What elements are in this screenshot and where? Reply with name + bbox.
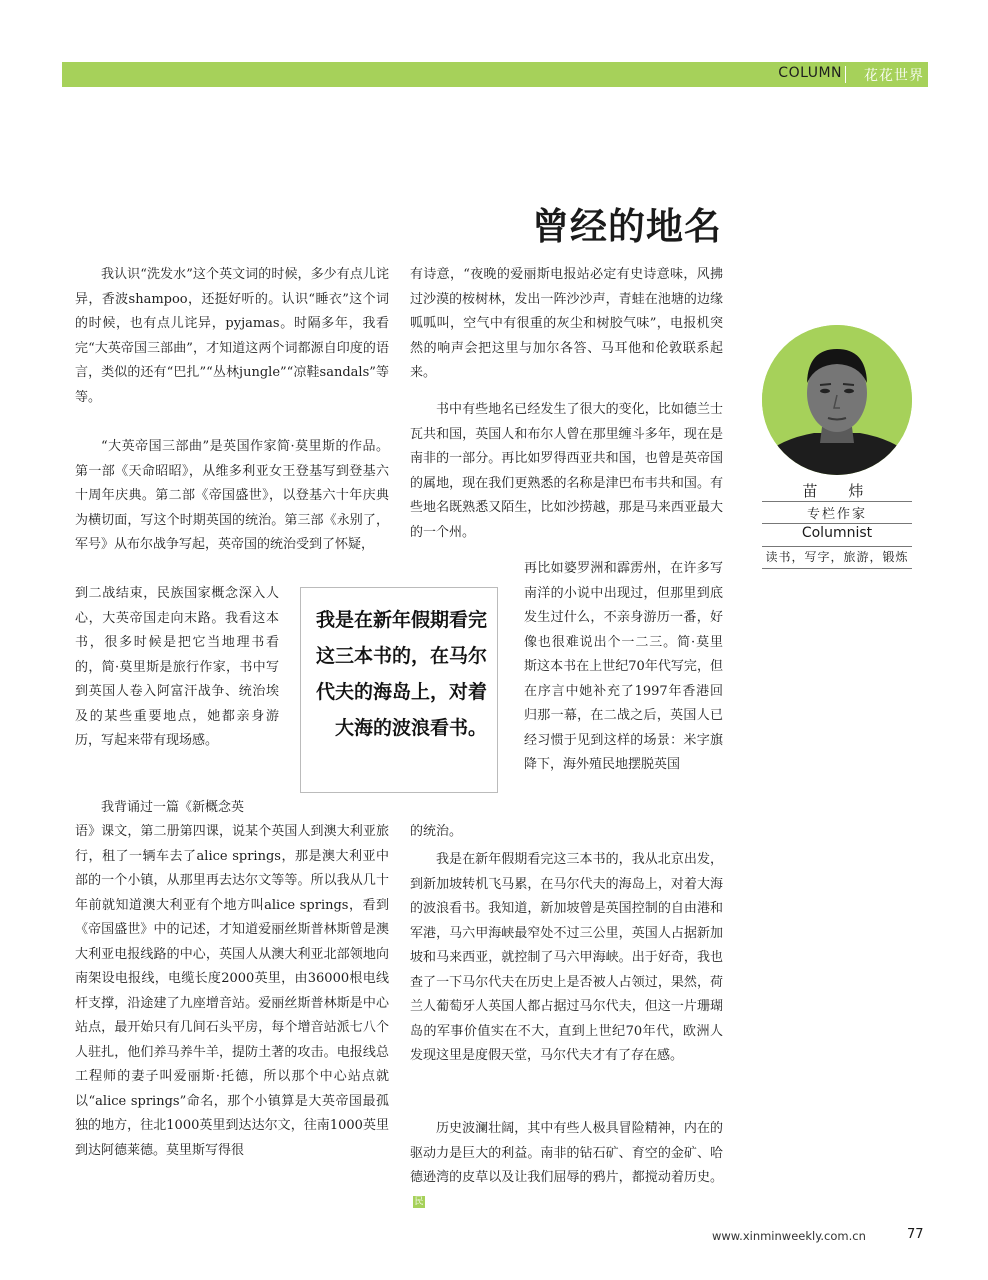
author-tags: 读书，写字，旅游，锻炼 <box>765 550 909 564</box>
col2-paragraph-5-text: 历史波澜壮阔，其中有些人极具冒险精神，内在的驱动力是巨大的利益。南非的钻石矿、育空的金矿、哈德逊湾的皮草以及让我们屈辱的鸦片，都搅动着历史。 <box>410 1121 723 1185</box>
author-role: 专栏作家 <box>806 507 867 522</box>
author-portrait-icon <box>762 325 912 475</box>
end-mark-icon: 民 <box>414 1197 424 1207</box>
footer-url: www.xinminweekly.com.cn <box>712 1229 866 1243</box>
header-bar <box>62 62 928 87</box>
article-title: 曾经的地名 <box>532 205 722 248</box>
col1-paragraph-1: 我认识“洗发水”这个英文词的时候，多少有点儿诧异，香波shampoo，还挺好听的。认识“睡衣”这个词的时候，也有点儿诧异，pyjamas。时隔多年，我看完“大英帝国三部曲”，才知道这两个词都源自印度的语言，类似的还有“巴扎”“丛林jungle”“凉鞋sandals”等等。 <box>75 267 389 405</box>
col2-paragraph-4: 我是在新年假期看完这三本书的，我从北京出发，到新加坡转机飞马累，在马尔代夫的海岛上，对着大海的波浪看书。我知道，新加坡曾是英国控制的自由港和军港，马六甲海峡最窄处不过三公里，英国人占据新加坡和马来西亚，就控制了马六甲海峡。出于好奇，我也查了一下马尔代夫在历史上是否被人占领过，果然，荷兰人葡萄牙人英国人都占据过马尔代夫，但这一片珊瑚岛的军事价值实在不大，直到上世纪70年代，欧洲人发现这里是度假天堂，马尔代夫才有了存在感。 <box>410 852 723 1063</box>
col2-paragraph-3: 再比如婆罗洲和霹雳州，在许多写南洋的小说中出现过，但那里到底发生过什么，不亲身游历一番，好像也很难说出个一二三。简·莫里斯这本书在上世纪70年代写完，但在序言中她补充了1997年香港回归那一幕，在二战之后，英国人已经习惯于见到这样的场景：米字旗降下，海外殖民地摆脱英国 <box>524 561 723 772</box>
col2-paragraph-1: 有诗意，“夜晚的爱丽斯电报站必定有史诗意味，风拂过沙漠的桉树林，发出一阵沙沙声，青蛙在池塘的边缘呱呱叫，空气中有很重的灰尘和树胶气味”，电报机突然的响声会把这里与加尔各答、马耳他和伦敦联系起来。 <box>410 267 723 380</box>
col1-paragraph-2: “大英帝国三部曲”是英国作家简·莫里斯的作品。第一部《天命昭昭》，从维多利亚女王登基写到登基六十周年庆典。第二部《帝国盛世》，以登基六十年庆典为横切面，写这个时期英国的统治。第三部《永别了，军号》从布尔战争写起，英帝国的统治受到了怀疑， <box>75 439 389 552</box>
author-divider-1 <box>762 501 912 502</box>
col1-paragraph-4-continued: 语》课文，第二册第四课，说某个英国人到澳大利亚旅行，租了一辆车去了alice springs，那是澳大利亚中部的一个小镇，从那里再去达尔文等等。所以我从几十年前就知道澳大利亚有个地方叫alice springs，看到《帝国盛世》中的记述，才知道爱丽丝斯普林斯曾是澳大利亚电报线路的中心，英国人从澳大利亚北部领地向南架设电报线，电缆长度2000英里，由36000根电线杆支撑，沿途建了九座增音站。爱丽丝斯普林斯是中心站点，最开始只有几间石头平房，每个增音站派七八个人驻扎，他们养马养牛羊，提防土著的攻击。电报线总工程师的妻子叫爱丽斯·托德，所以那个中心站点就以“alice springs”命名，那个小镇算是大英帝国最孤独的地方，往北1000英里到达达尔文，往南1000英里到达阿德莱德。莫里斯写得很 <box>75 824 389 1158</box>
col2-paragraph-2: 书中有些地名已经发生了很大的变化，比如德兰士瓦共和国，英国人和布尔人曾在那里缠斗多年，现在是南非的一部分。再比如罗得西亚共和国，也曾是英帝国的属地，现在我们更熟悉的名称是津巴布韦共和国。有些地名既熟悉又陌生，比如沙捞越，那是马来西亚最大的一个州。 <box>410 402 723 540</box>
col2-paragraph-3-end: 的统治。 <box>410 824 463 839</box>
header-divider <box>845 66 846 83</box>
author-divider-3 <box>762 546 912 547</box>
col1-paragraph-4-start: 我背诵过一篇《新概念英 <box>101 800 245 815</box>
pull-quote: 我是在新年假期看完这三本书的，在马尔代夫的海岛上，对着大海的波浪看书。 <box>300 587 498 793</box>
author-divider-2 <box>762 523 912 524</box>
col1-paragraph-3: 到二战结束，民族国家概念深入人心，大英帝国走向末路。我看这本书，很多时候是把它当地理书看的，简·莫里斯是旅行作家，书中写到英国人卷入阿富汗战争、统治埃及的某些重要地点，她都亲身游历，写起来带有现场感。 <box>75 586 279 748</box>
author-name: 苗 炜 <box>802 482 872 500</box>
column-label: COLUMN <box>778 65 842 81</box>
col2-paragraph-5 <box>410 1117 723 1215</box>
section-label: 花花世界 <box>864 68 924 84</box>
author-role-en: Columnist <box>801 525 873 541</box>
page-number: 77 <box>907 1227 924 1242</box>
author-divider-4 <box>762 568 912 569</box>
author-avatar <box>762 325 912 475</box>
